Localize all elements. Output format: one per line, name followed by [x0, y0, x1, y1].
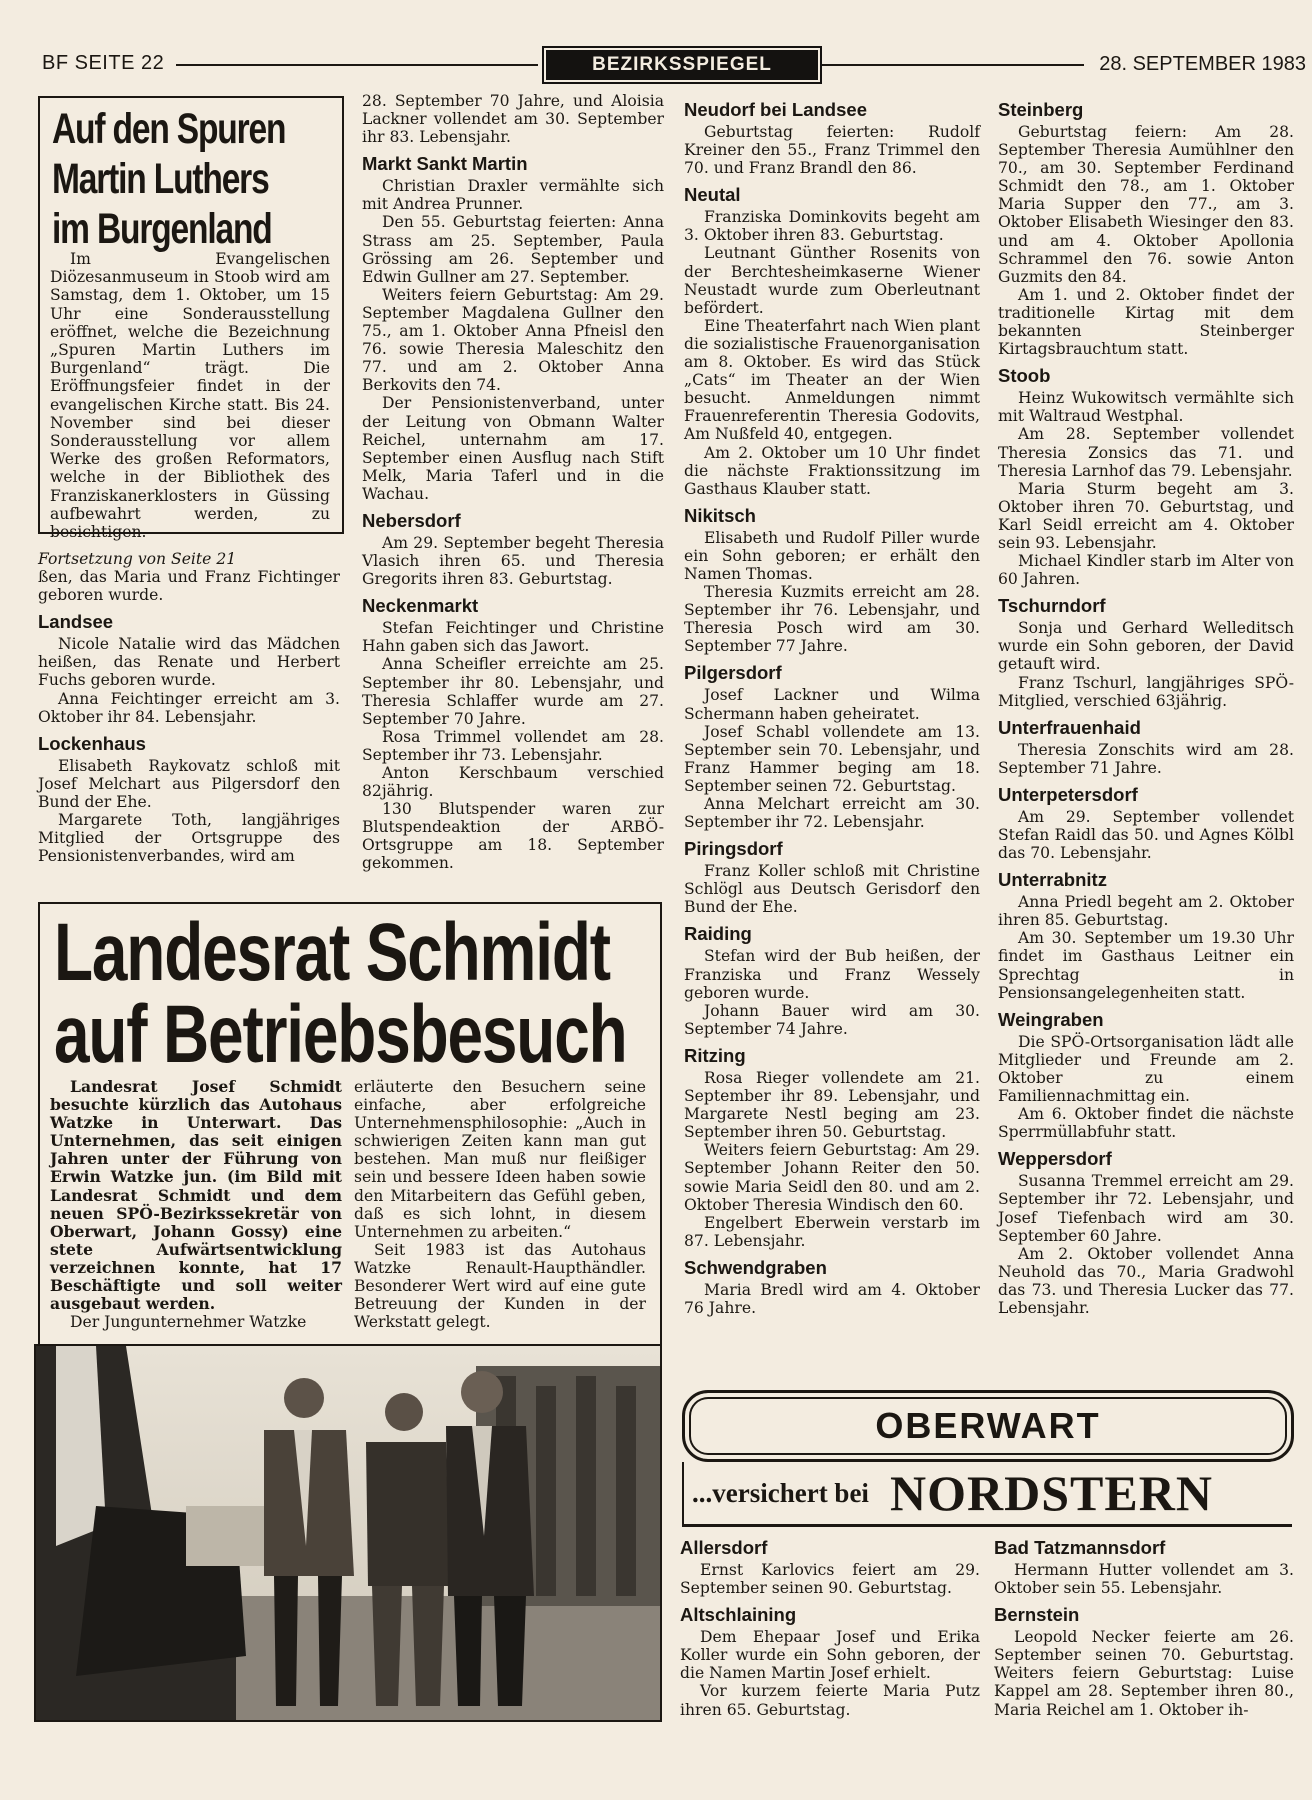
section-heading: Allersdorf	[680, 1537, 768, 1558]
paragraph: Rosa Rieger vollendete am 21. September ihr 89. Lebensjahr, und Margarete Nestl beging am 23. September ihren 50. Geburtstag.	[684, 1068, 980, 1142]
headline-line: Martin Luthers	[52, 155, 269, 203]
paragraph: Maria Bredl wird am 4. Oktober 76 Jahre.	[684, 1280, 980, 1317]
section-heading: Weingraben	[998, 1008, 1104, 1030]
section-heading: Piringsdorf	[684, 838, 783, 860]
schmidt-body-right: erläuterte den Besuchern seine einfache, aber erfolgreiche Unternehmensphilosophie: „Auch in schwierigen Zeiten kann man gut bestehen. Man muß nur fleißiger sein und bessere Ideen haben sowie den Mitarbeitern das Gefühl geben, daß es sich lohnt, in diesem Unternehmen zu arbeiten.“	[354, 1078, 646, 1241]
headline-line: Auf den Spuren	[52, 105, 286, 153]
news-photo	[34, 1344, 662, 1722]
page-number: BF SEITE 22	[42, 52, 165, 74]
paragraph: Dem Ehepaar Josef und Erika Koller wurde ein Sohn geboren, der die Namen Martin Josef erhielt.	[680, 1628, 980, 1683]
paragraph: Franz Tschurl, langjähriges SPÖ-Mitglied, verschied 63jährig.	[998, 673, 1294, 710]
section-heading: Neckenmarkt	[362, 595, 479, 617]
paragraph: Nicole Natalie wird das Mädchen heißen, das Renate und Herbert Fuchs geboren wurde.	[38, 635, 340, 690]
ad-bottom-frame	[682, 1462, 1292, 1527]
paragraph: Der Pensionistenverband, unter der Leitung von Obmann Walter Reichel, unternahm am 17. September einen Ausflug nach Stift Melk, Maria Taferl und in die Wachau.	[362, 394, 664, 503]
ad-brand: NORDSTERN	[890, 1465, 1213, 1521]
section-heading: Ritzing	[684, 1044, 746, 1066]
paragraph: Anton Kerschbaum verschied 82jährig.	[362, 764, 664, 801]
paragraph: Anna Feichtinger erreicht am 3. Oktober ihr 84. Lebensjahr.	[38, 689, 340, 726]
paragraph: Leutnant Günther Rosenits von der Berchtesheimkaserne Wiener Neustadt wurde zum Oberleutnant befördert.	[684, 244, 980, 317]
section-heading: Schwendgraben	[684, 1256, 827, 1278]
paragraph: Stefan wird der Bub heißen, der Franziska und Franz Wessely geboren wurde.	[684, 947, 980, 1002]
paragraph: Am 6. Oktober findet die nächste Sperrmüllabfuhr statt.	[998, 1105, 1294, 1142]
paragraph: Am 2. Oktober vollendet Anna Neuhold das 70., Maria Gradwohl das 73. und Theresia Lucker das 77. Lebensjahr.	[998, 1244, 1294, 1317]
section-heading: Weppersdorf	[998, 1148, 1112, 1170]
paragraph: Michael Kindler starb im Alter von 60 Jahren.	[998, 552, 1294, 589]
paragraph: Am 29. September begeht Theresia Vlasich ihren 65. und Theresia Gregorits ihren 83. Geburtstag.	[362, 533, 664, 589]
luther-headline	[52, 104, 285, 254]
column-1	[38, 550, 340, 865]
column-4	[998, 92, 1294, 1317]
paragraph: Am 28. September vollendet Theresia Zonsics das 71. und Theresia Larnhof das 79. Lebensjahr.	[998, 425, 1294, 480]
bottom-left-column	[680, 1530, 980, 1719]
column-3	[684, 92, 980, 1317]
schmidt-body-left-2: Der Jungunternehmer Watzke	[70, 1313, 307, 1332]
paragraph: Josef Schabl vollendete am 13. September sein 70. Lebensjahr, und Franz Hammer beging am 18. September seinen 72. Geburtstag.	[684, 722, 980, 795]
paragraph: Susanna Tremmel erreicht am 29. September ihr 72. Lebensjahr, und Josef Tiefenbach wird am 30. September 60 Jahre.	[998, 1172, 1294, 1245]
section-heading: Steinberg	[998, 99, 1084, 120]
section-heading: Unterfrauenhaid	[998, 716, 1141, 738]
paragraph: Margarete Toth, langjähriges Mitglied der Ortsgruppe des Pensionistenverbandes, wird am	[38, 811, 340, 866]
headline-line: im Burgenland	[52, 205, 272, 253]
paragraph: Am 30. September um 19.30 Uhr findet im Gasthaus Leitner ein Sprechtag in Pensionsangelegenheiten statt.	[998, 929, 1294, 1002]
paragraph: Am 1. und 2. Oktober findet der traditionelle Kirtag mit dem bekannten Steinberger Kirtagsbrauchtum statt.	[998, 285, 1294, 359]
paragraph: Stefan Feichtinger und Christine Hahn gaben sich das Jawort.	[362, 619, 664, 656]
ad-oberwart: OBERWART	[682, 1390, 1294, 1462]
headline-line: Landesrat Schmidt	[54, 907, 610, 998]
section-heading: Nikitsch	[684, 504, 756, 526]
section-heading: Tschurndorf	[998, 595, 1106, 617]
section-heading: Unterpetersdorf	[998, 783, 1138, 805]
schmidt-body-right-2: Seit 1983 ist das Autohaus Watzke Renault-Haupthändler. Besonderer Wert wird auf eine gute Betreuung der Kunden in der Werkstatt gelegt.	[354, 1240, 646, 1332]
paragraph: Franz Koller schloß mit Christine Schlögl aus Deutsch Gerisdorf den Bund der Ehe.	[684, 862, 980, 917]
paragraph: Am 29. September vollendet Stefan Raidl das 50. und Agnes Kölbl das 70. Lebensjahr.	[998, 807, 1294, 863]
paragraph: Eine Theaterfahrt nach Wien plant die sozialistische Frauenorganisation am 8. Oktober. Es wird das Stück „Cats“ im Theater an der Wien besucht. Anmeldungen nimmt Frauenreferentin Theresia Godovits, Am Nußfeld 40, entgegen.	[684, 316, 980, 444]
luther-article-box	[38, 96, 344, 542]
paragraph: Anna Scheifler erreichte am 25. September ihr 80. Lebensjahr, und Theresia Schlaffer wurde am 27. September 70 Jahre.	[362, 655, 664, 728]
paragraph: Franziska Dominkovits begeht am 3. Oktober ihren 83. Geburtstag.	[684, 208, 980, 245]
section-heading: Bad Tatzmannsdorf	[994, 1537, 1166, 1558]
paragraph: Elisabeth Raykovatz schloß mit Josef Melchart aus Pilgersdorf den Bund der Ehe.	[38, 756, 340, 811]
paragraph: Theresia Zonschits wird am 28. September 71 Jahre.	[998, 740, 1294, 777]
paragraph: Maria Sturm begeht am 3. Oktober ihren 70. Geburtstag, und Karl Seidl erreicht am 4. Oktober sein 93. Lebensjahr.	[998, 479, 1294, 552]
paragraph: Engelbert Eberwein verstarb im 87. Lebensjahr.	[684, 1213, 980, 1250]
advertisement	[680, 1390, 1294, 1524]
paragraph: Weiters feiern Geburtstag: Am 29. September Johann Reiter den 50. sowie Maria Seidl den 80. und am 2. Oktober Theresia Windisch den 60.	[684, 1141, 980, 1214]
schmidt-body-left: Landesrat Josef Schmidt besuchte kürzlich das Autohaus Watzke in Unterwart. Das Unternehmen, das seit einigen Jahren unter der Führung von Erwin Watzke jun. (im Bild mit Landesrat Schmidt und dem neuen SPÖ-Bezirkssekretär von Oberwart, Johann Gossy) eine stete Aufwärtsentwicklung verzeichnen konnte, hat 17 Beschäftigte und soll weiter ausgebaut werden.	[50, 1077, 342, 1314]
paragraph: Ernst Karlovics feiert am 29. September seinen 90. Geburtstag.	[680, 1561, 980, 1598]
bottom-right-column	[994, 1530, 1294, 1719]
paragraph: Elisabeth und Rudolf Piller wurde ein Sohn geboren; er erhält den Namen Thomas.	[684, 528, 980, 583]
header-rule-left	[176, 64, 538, 66]
section-heading: Markt Sankt Martin	[362, 153, 528, 175]
schmidt-headline	[54, 907, 627, 1080]
section-heading: Unterrabnitz	[998, 869, 1107, 891]
section-heading: Bernstein	[994, 1604, 1080, 1626]
section-heading: Neutal	[684, 184, 741, 206]
continuation-note: Fortsetzung von Seite 21	[38, 550, 237, 568]
paragraph: Geburtstag feierten: Rudolf Kreiner den 55., Franz Trimmel den 70. und Franz Brandl den 86.	[684, 123, 980, 178]
continuation-text: ßen, das Maria und Franz Fichtinger geboren wurde.	[38, 568, 340, 605]
section-heading: Nebersdorf	[362, 509, 461, 531]
paragraph: Anna Melchart erreicht am 30. September ihr 72. Lebensjahr.	[684, 795, 980, 832]
paragraph: Vor kurzem feierte Maria Putz ihren 65. Geburtstag.	[680, 1682, 980, 1719]
section-heading: Neudorf bei Landsee	[684, 99, 867, 120]
paragraph: Geburtstag feiern: Am 28. September Theresia Aumühlner den 70., am 30. September Ferdinand Schmidt den 78., am 1. Oktober Maria Supper den 77., am 3. Oktober Elisabeth Wiesinger den 83. und am 4. Oktober Apollonia Schrammel den 76. sowie Anton Guzmits den 84.	[998, 123, 1294, 286]
paragraph: Weiters feiern Geburtstag: Am 29. September Magdalena Gullner den 75., am 1. Oktober Anna Pfneisl den 76. sowie Theresia Maleschitz den 77. und am 2. Oktober Anna Berkovits den 74.	[362, 285, 664, 395]
paragraph: Hermann Hutter vollendet am 3. Oktober sein 55. Lebensjahr.	[994, 1561, 1294, 1598]
paragraph: Josef Lackner und Wilma Schermann haben geheiratet.	[684, 686, 980, 723]
paragraph: Sonja und Gerhard Welleditsch wurde ein Sohn geboren, der David getauft wird.	[998, 619, 1294, 674]
luther-body: Im Evangelischen Diözesanmuseum in Stoob wird am Samstag, dem 1. Oktober, um 15 Uhr eine Sonderausstellung eröffnet, welche die Bezeichnung „Spuren Martin Luthers im Burgenland“ trägt. Die Eröffnungsfeier findet in der evangelischen Kirche statt. Bis 24. November sind bei dieser Sonderausstellung vor allem Werke des großen Reformators, welche in der Bibliothek des Franziskanerklosters in Güssing aufbewahrt werden, zu besichtigen.	[50, 250, 330, 542]
section-heading: Raiding	[684, 923, 752, 945]
paragraph: Die SPÖ-Ortsorganisation lädt alle Mitglieder und Freunde am 2. Oktober zu einem Familiennachmittag ein.	[998, 1032, 1294, 1106]
paragraph: Christian Draxler vermählte sich mit Andrea Prunner.	[362, 177, 664, 214]
paragraph: Leopold Necker feierte am 26. September seinen 70. Geburtstag. Weiters feiern Geburtstag: Luise Kappel am 28. September ihren 80., Maria Reichel am 1. Oktober ih-	[994, 1628, 1294, 1719]
schmidt-article-box	[38, 902, 662, 1344]
paragraph: 130 Blutspender waren zur Blutspendeaktion der ARBÖ-Ortsgruppe am 18. September gekommen.	[362, 800, 664, 873]
headline-line: auf Betriebsbesuch	[54, 989, 627, 1080]
section-banner: BEZIRKSSPIEGEL	[542, 46, 822, 84]
continuation-text: 28. September 70 Jahre, und Aloisia Lackner vollendet am 30. September ihr 83. Lebensjahr.	[362, 92, 664, 147]
section-heading: Lockenhaus	[38, 732, 146, 754]
paragraph: Heinz Wukowitsch vermählte sich mit Waltraud Westphal.	[998, 389, 1294, 426]
issue-date: 28. SEPTEMBER 1983	[1099, 53, 1306, 75]
paragraph: Am 2. Oktober um 10 Uhr findet die nächste Fraktionssitzung im Gasthaus Klauber statt.	[684, 443, 980, 498]
column-2	[362, 92, 664, 873]
paragraph: Rosa Trimmel vollendet am 28. September ihr 73. Lebensjahr.	[362, 727, 664, 764]
section-heading: Altschlaining	[680, 1604, 797, 1626]
paragraph: Anna Priedl begeht am 2. Oktober ihren 85. Geburtstag.	[998, 893, 1294, 930]
section-heading: Landsee	[38, 611, 114, 633]
paragraph: Johann Bauer wird am 30. September 74 Jahre.	[684, 1001, 980, 1038]
paragraph: Theresia Kuzmits erreicht am 28. September ihr 76. Lebensjahr, und Theresia Posch wird am 30. September 77 Jahre.	[684, 583, 980, 656]
photo-illustration	[36, 1346, 660, 1720]
section-heading: Pilgersdorf	[684, 662, 782, 684]
header-rule-right	[822, 64, 1084, 66]
section-heading: Stoob	[998, 365, 1051, 387]
paragraph: Den 55. Geburtstag feierten: Anna Strass am 25. September, Paula Grössing am 26. September und Edwin Gullner am 27. September.	[362, 213, 664, 286]
ad-tagline: ...versichert bei	[692, 1478, 869, 1508]
